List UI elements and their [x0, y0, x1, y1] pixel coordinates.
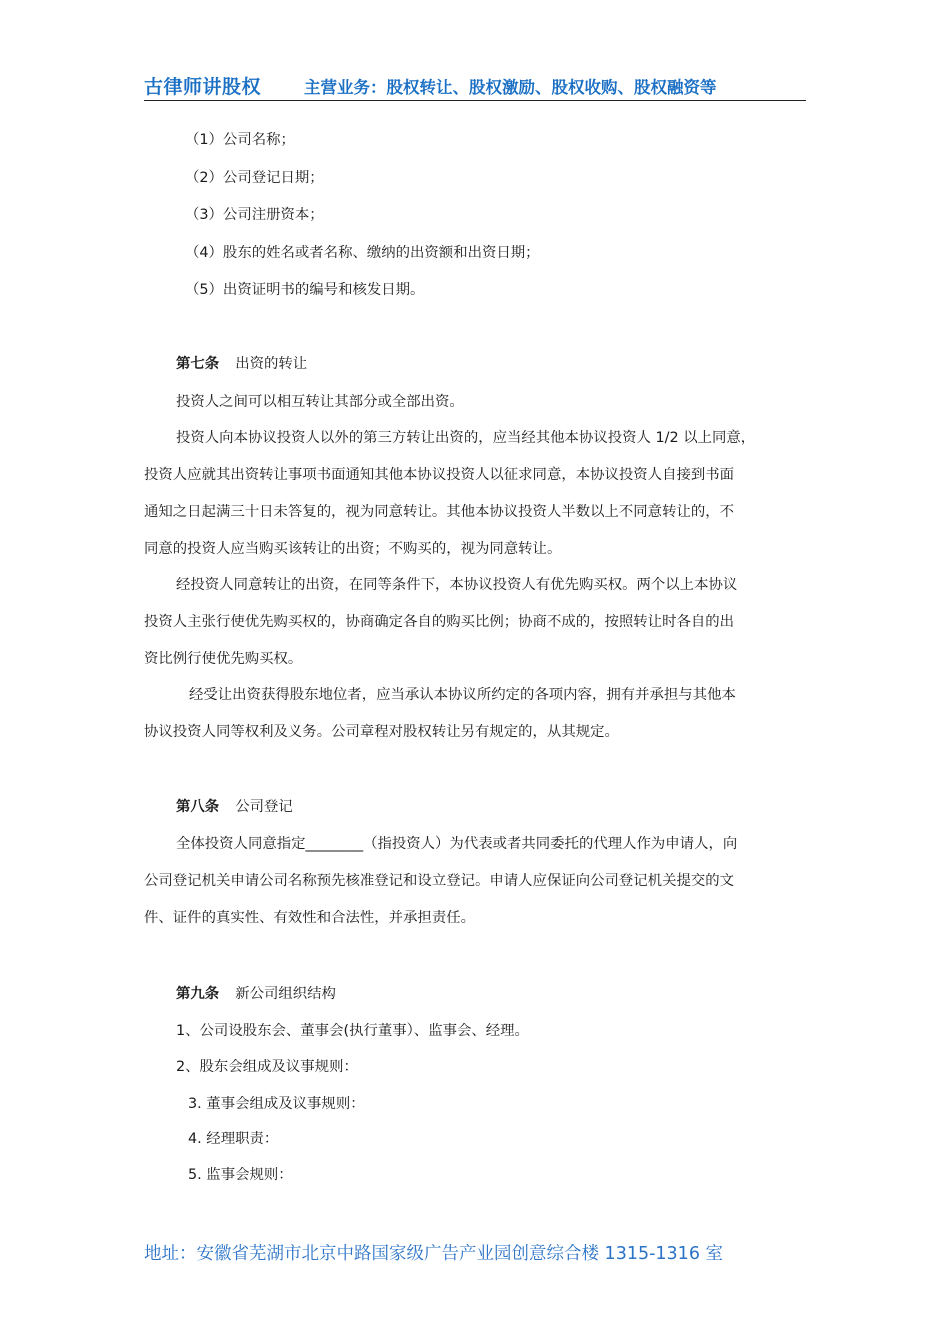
paragraph-line: 全体投资人同意指定________（指投资人）为代表或者共同委托的代理人作为申请人，向: [176, 836, 738, 852]
paragraph-line: 经受让出资获得股东地位者，应当承认本协议所约定的各项内容，拥有并承担与其他本: [189, 687, 736, 703]
article7-number: 第七条: [176, 356, 220, 372]
paragraph-line: 公司登记机关申请公司名称预先核准登记和设立登记。申请人应保证向公司登记机关提交的文: [144, 873, 735, 889]
paragraph-line: 投资人主张行使优先购买权的，协商确定各自的购买比例；协商不成的，按照转让时各自的出: [144, 614, 735, 630]
paragraph-line: 同意的投资人应当购买该转让的出资；不购买的，视为同意转让。: [144, 541, 562, 557]
page-header: [144, 70, 806, 101]
article8-heading: [176, 795, 293, 816]
list-item: 4. 经理职责：: [188, 1131, 279, 1147]
list-item: （2）公司登记日期；: [185, 170, 324, 186]
paragraph-line: 投资人之间可以相互转让其部分或全部出资。: [176, 394, 464, 410]
paragraph-line: 协议投资人同等权利及义务。公司章程对股权转让另有规定的，从其规定。: [144, 724, 619, 740]
list-item: （5）出资证明书的编号和核发日期。: [185, 282, 425, 298]
article9-number: 第九条: [176, 986, 220, 1002]
article9-title: 新公司组织结构: [235, 986, 336, 1002]
list-item: 1、公司设股东会、董事会(执行董事）、监事会、经理。: [176, 1023, 529, 1039]
paragraph-line: 投资人向本协议投资人以外的第三方转让出资的，应当经其他本协议投资人 1/2 以上同意，: [176, 430, 756, 446]
list-item: （3）公司注册资本；: [185, 207, 324, 223]
article8-title: 公司登记: [235, 799, 293, 815]
brand-title: 古律师讲股权: [144, 76, 262, 98]
footer-address: 地址：安徽省芜湖市北京中路国家级广告产业园创意综合楼 1315-1316 室: [144, 1244, 724, 1264]
paragraph-line: 资比例行使优先购买权。: [144, 651, 303, 667]
paragraph-line: 经投资人同意转让的出资，在同等条件下，本协议投资人有优先购买权。两个以上本协议: [176, 577, 738, 593]
list-item: 2、股东会组成及议事规则：: [176, 1059, 358, 1075]
article9-heading: [176, 982, 336, 1003]
list-item: （4）股东的姓名或者名称、缴纳的出资额和出资日期；: [185, 245, 540, 261]
list-item: 3. 董事会组成及议事规则：: [188, 1096, 365, 1112]
article8-number: 第八条: [176, 799, 220, 815]
article7-heading: [176, 352, 307, 373]
paragraph-line: 件、证件的真实性、有效性和合法性，并承担责任。: [144, 910, 475, 926]
paragraph-line: 投资人应就其出资转让事项书面通知其他本协议投资人以征求同意，本协议投资人自接到书面: [144, 467, 735, 483]
article7-title: 出资的转让: [235, 356, 308, 372]
list-item: （1）公司名称；: [185, 132, 295, 148]
list-item: 5. 监事会规则：: [188, 1167, 293, 1183]
services-tagline: 主营业务：股权转让、股权激励、股权收购、股权融资等: [304, 78, 717, 97]
paragraph-line: 通知之日起满三十日未答复的，视为同意转让。其他本协议投资人半数以上不同意转让的，不: [144, 504, 735, 520]
